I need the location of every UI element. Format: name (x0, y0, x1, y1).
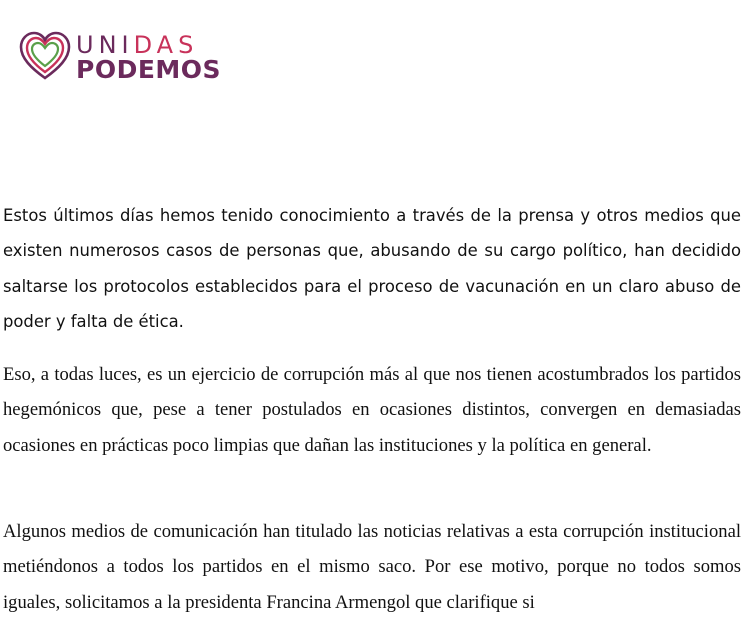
unidas-podemos-logo (18, 30, 238, 82)
heart-logo-icon (18, 30, 72, 82)
logo-text-uni: UNI (76, 31, 134, 59)
logo-text-podemos: PODEMOS (76, 55, 222, 84)
paragraph-1: Estos últimos días hemos tenido conocimiento a través de la prensa y otros medios que existen numerosos casos de personas que, abusando de su cargo político, han decidido saltarse los protocolos establecidos para el proceso de vacunación en un claro abuso de poder y falta de ética. (3, 206, 741, 331)
logo-text-das: DAS (133, 31, 199, 59)
paragraph-2: Eso, a todas luces, es un ejercicio de corrupción más al que nos tienen acostumbrados los partidos hegemónicos que, pese a tener postulados en ocasiones distintos, convergen en demasiadas ocasiones en prácticas poco limpias que dañan las instituciones y la política en general. (3, 364, 741, 456)
paragraph-3: Algunos medios de comunicación han titulado las noticias relativas a esta corrupción institucional metiéndonos a todos los partidos en el mismo saco. Por ese motivo, porque no todos somos iguales, solicitamos a la presidenta Francina Armengol que clarifique si (3, 521, 741, 613)
